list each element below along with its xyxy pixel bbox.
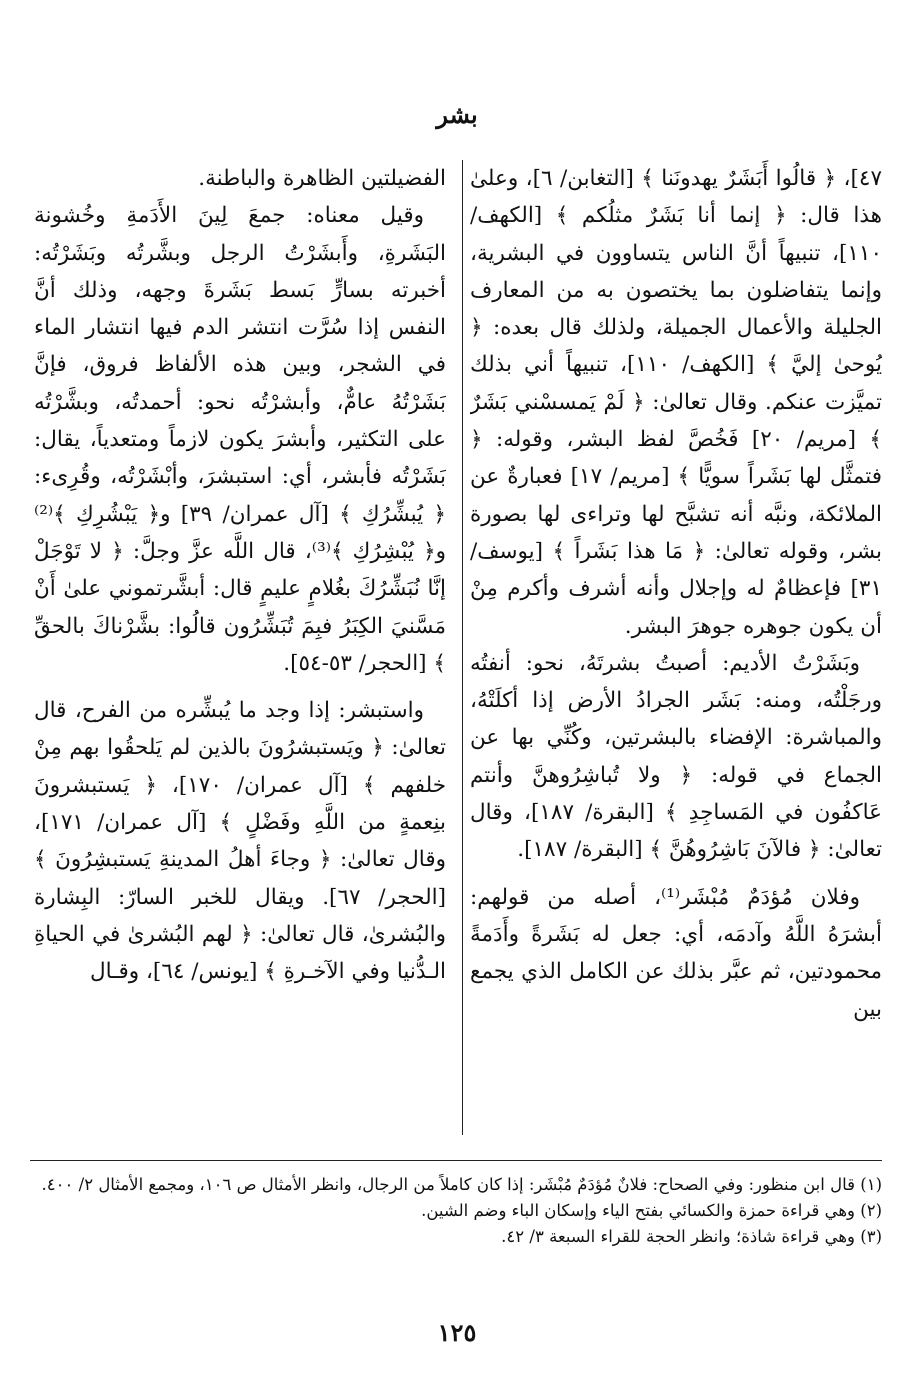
right-column xyxy=(470,160,882,1138)
paragraph: واستبشر: إذا وجد ما يُبشِّره من الفرح، قال تعالىٰ: ﴿ ويَستبشرُونَ بالذين لم يَلحقُوا بهم مِنْ خلفهم ﴾ [آل عمران/ ١٧٠]، ﴿ يَستبشرونَ بنِعمةٍ من اللَّهِ وفَضْلٍ ﴾ [آل عمران/ ١٧١]، وقال تعالىٰ: ﴿ وجاءَ أهلُ المدينةِ يَستبشِرُونَ ﴾ [الحجر/ ٦٧]. ويقال للخبر السارّ: البِشارة والبُشرىٰ، قال تعالىٰ: ﴿ لهم البُشرىٰ في الحياةِ الـدُّنيا وفي الآخـرةِ ﴾ [يونس/ ٦٤]، وقـال xyxy=(34,698,446,985)
footnote: (٢) وهي قراءة حمزة والكسائي بفتح الياء وإسكان الباء وضم الشين. xyxy=(421,1201,882,1220)
footnote: (٣) وهي قراءة شاذة؛ وانظر الحجة للقراء السبعة ٣/ ٤٢. xyxy=(501,1227,882,1246)
running-header: بشر xyxy=(436,100,478,129)
footnote: (١) قال ابن منظور: وفي الصحاح: فلانٌ مُؤدَمٌ مُبْشَر: إذا كان كاملاً من الرجال، وانظر الأمثال ص ١٠٦، ومجمع الأمثال ٢/ ٤٠٠. xyxy=(41,1175,882,1194)
footnotes xyxy=(30,1172,882,1250)
paragraph: وبَشَرْتُ الأديم: أصبتُ بشرتَهُ، نحو: أنفتُه ورجَلْتُه، ومنه: بَشَر الجرادُ الأرض إذا أكلَتْهُ، والمباشرة: الإفضاء بالبشرتين، وكُنِّي بها عن الجماع في قوله: ﴿ ولا تُباشِرُوهنَّ وأنتم عَاكفُون في المَساجِدِ ﴾ [البقرة/ ١٨٧]، وقال تعالىٰ: ﴿ فالآنَ بَاشِرُوهُنَّ ﴾ [البقرة/ ١٨٧]. xyxy=(470,650,882,863)
paragraph: وفلان مُؤدَمٌ مُبْشَر⁽¹⁾، أصله من قولهم: أبشرَهُ اللَّهُ وآدمَه، أي: جعل له بَشَرةً وأَدَمةً محمودتين، ثم عبَّر بذلك عن الكامل الذي يجمع بين xyxy=(470,884,882,1022)
paragraph: الفضيلتين الظاهرة والباطنة. xyxy=(198,166,446,191)
column-divider xyxy=(462,160,463,1135)
footnote-separator xyxy=(30,1160,882,1161)
paragraph: وقيل معناه: جمعَ لِينَ الأَدَمةِ وخُشونة البَشَرةِ، وأَبشَرْتُ الرجل وبشَّرتُه وبَشَرْتُه: أخبرته بسارٍّ بَسط بَشَرةَ وجهه، وذلك أنَّ النفس إذا سُرَّت انتشر الدم فيها انتشار الماء في الشجر، وبين هذه الألفاظ فروق، فإنَّ بَشَرْتُهُ عامٌّ، وأبشرْتُه نحو: أحمدتُه، وبشَّرْتُه على التكثير، وأبشرَ يكون لازماً ومتعدياً، يقال: بَشَرْتُه فأبشر، أي: استبشرَ، وأبْشَرْتُه، وقُرِىء: ﴿ يُبشِّرُكِ ﴾ [آل عمران/ ٣٩] و﴿ يَبْشُرِكِ ﴾⁽²⁾ و﴿ يُبْشِرُكِ ﴾⁽³⁾، قال اللَّه عزَّ وجلَّ: ﴿ لا تَوْجَلْ إنَّا نُبَشِّرُكَ بغُلامٍ عليمٍ قال: أبشَّرتموني علىٰ أَنْ مَسَّنيَ الكِبَرُ فبِمَ تُبَشِّرُون قالُوا: بشَّرْناكَ بالحقِّ ﴾ [الحجر/ ٥٣-٥٤]. xyxy=(34,203,446,676)
page-number: ١٢٥ xyxy=(437,1318,477,1347)
left-column xyxy=(34,160,446,1138)
paragraph: ٤٧]، ﴿ قالُوا أَبَشَرٌ يهدونَنا ﴾ [التغابن/ ٦]، وعلىٰ هذا قال: ﴿ إنما أنا بَشَرٌ مثلُكم ﴾ [الكهف/ ١١٠]، تنبيهاً أنَّ الناس يتساوون في البشرية، وإنما يتفاضلون بما يختصون به من المعارف الجليلة والأعمال الجميلة، ولذلك قال بعده: ﴿ يُوحىٰ إليَّ ﴾ [الكهف/ ١١٠]، تنبيهاً أني بذلك تميَّزت عنكم. وقال تعالىٰ: ﴿ لَمْ يَمسسْني بَشَرٌ ﴾ [مريم/ ٢٠] فَخُصَّ لفظ البشر، وقوله: ﴿ فتمثَّل لها بَشَراً سويًّا ﴾ [مريم/ ١٧] فعبارةٌ عن الملائكة، ونبَّه أنه تشبَّح لها وتراءى لها بصورة بشر، وقوله تعالىٰ: ﴿ مَا هذا بَشَراً ﴾ [يوسف/ ٣١] فإعظامٌ له وإجلال وأنه أشرف وأكرم مِنْ أن يكون جوهره جوهرَ البشر. xyxy=(470,166,882,639)
